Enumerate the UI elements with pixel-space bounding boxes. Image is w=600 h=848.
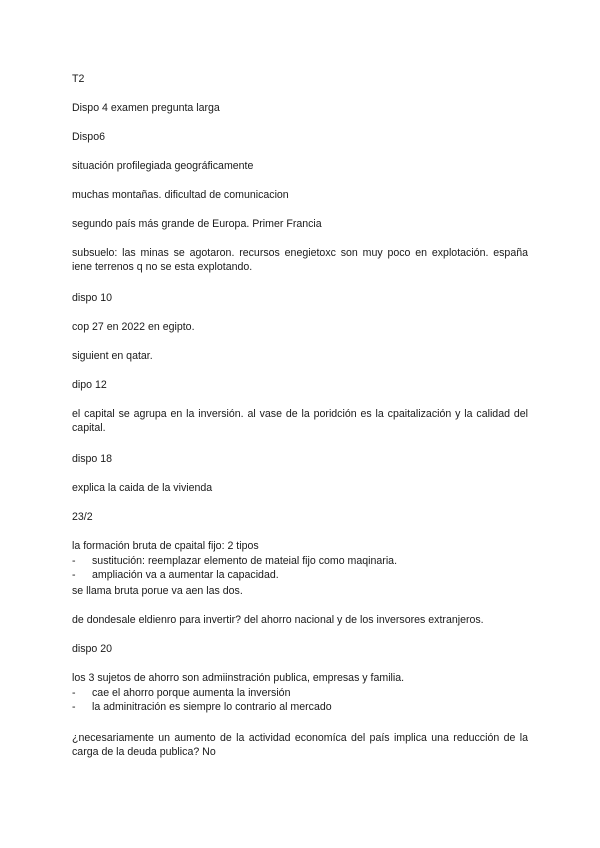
- line-dispo6: Dispo6: [72, 131, 105, 143]
- heading-t2: T2: [72, 73, 85, 85]
- line-bruta: se llama bruta porue va aen las dos.: [72, 585, 243, 597]
- formacion-bullet-list: [72, 554, 528, 582]
- line-dispo4: Dispo 4 examen pregunta larga: [72, 102, 220, 114]
- line-vivienda: explica la caida de la vivienda: [72, 482, 213, 494]
- line-dispo20: dispo 20: [72, 643, 113, 655]
- line-dispo18: dispo 18: [72, 453, 113, 465]
- line-sujetos: los 3 sujetos de ahorro son admiinstración publica, empresas y familia.: [72, 672, 405, 684]
- list-item: - la adminitración es siempre lo contrario al mercado: [72, 700, 528, 714]
- line-formacion: la formación bruta de cpaital fijo: 2 tipos: [72, 540, 259, 552]
- list-item: - cae el ahorro porque aumenta la inversión: [72, 686, 528, 700]
- paragraph-capital: el capital se agrupa en la inversión. al vase de la poridción es la cpaitalización y la calidad del capital.: [72, 408, 528, 434]
- paragraph-pregunta: ¿necesariamente un aumento de la actividad economíca del país implica una reducción de la carga de la deuda publica? No: [72, 732, 528, 758]
- line-segundo: segundo país más grande de Europa. Primer Francia: [72, 218, 322, 230]
- line-montanas: muchas montañas. dificultad de comunicacion: [72, 189, 289, 201]
- line-situacion: situación profilegiada geográficamente: [72, 160, 254, 172]
- ahorro-bullet-list: [72, 686, 528, 714]
- line-cop27: cop 27 en 2022 en egipto.: [72, 321, 195, 333]
- list-item: - sustitución: reemplazar elemento de mateial fijo como maqinaria.: [72, 554, 528, 568]
- list-item: - ampliación va a aumentar la capacidad.: [72, 568, 528, 582]
- paragraph-subsuelo: subsuelo: las minas se agotaron. recursos enegietoxc son muy poco en explotación. españa iene terrenos q no se esta explotando.: [72, 247, 528, 273]
- line-dispo10: dispo 10: [72, 292, 113, 304]
- line-siguient: siguient en qatar.: [72, 350, 153, 362]
- line-dipo12: dipo 12: [72, 379, 107, 391]
- line-dondesale: de dondesale eldienro para invertir? del ahorro nacional y de los inversores extranjeros.: [72, 614, 484, 626]
- line-fecha: 23/2: [72, 511, 93, 523]
